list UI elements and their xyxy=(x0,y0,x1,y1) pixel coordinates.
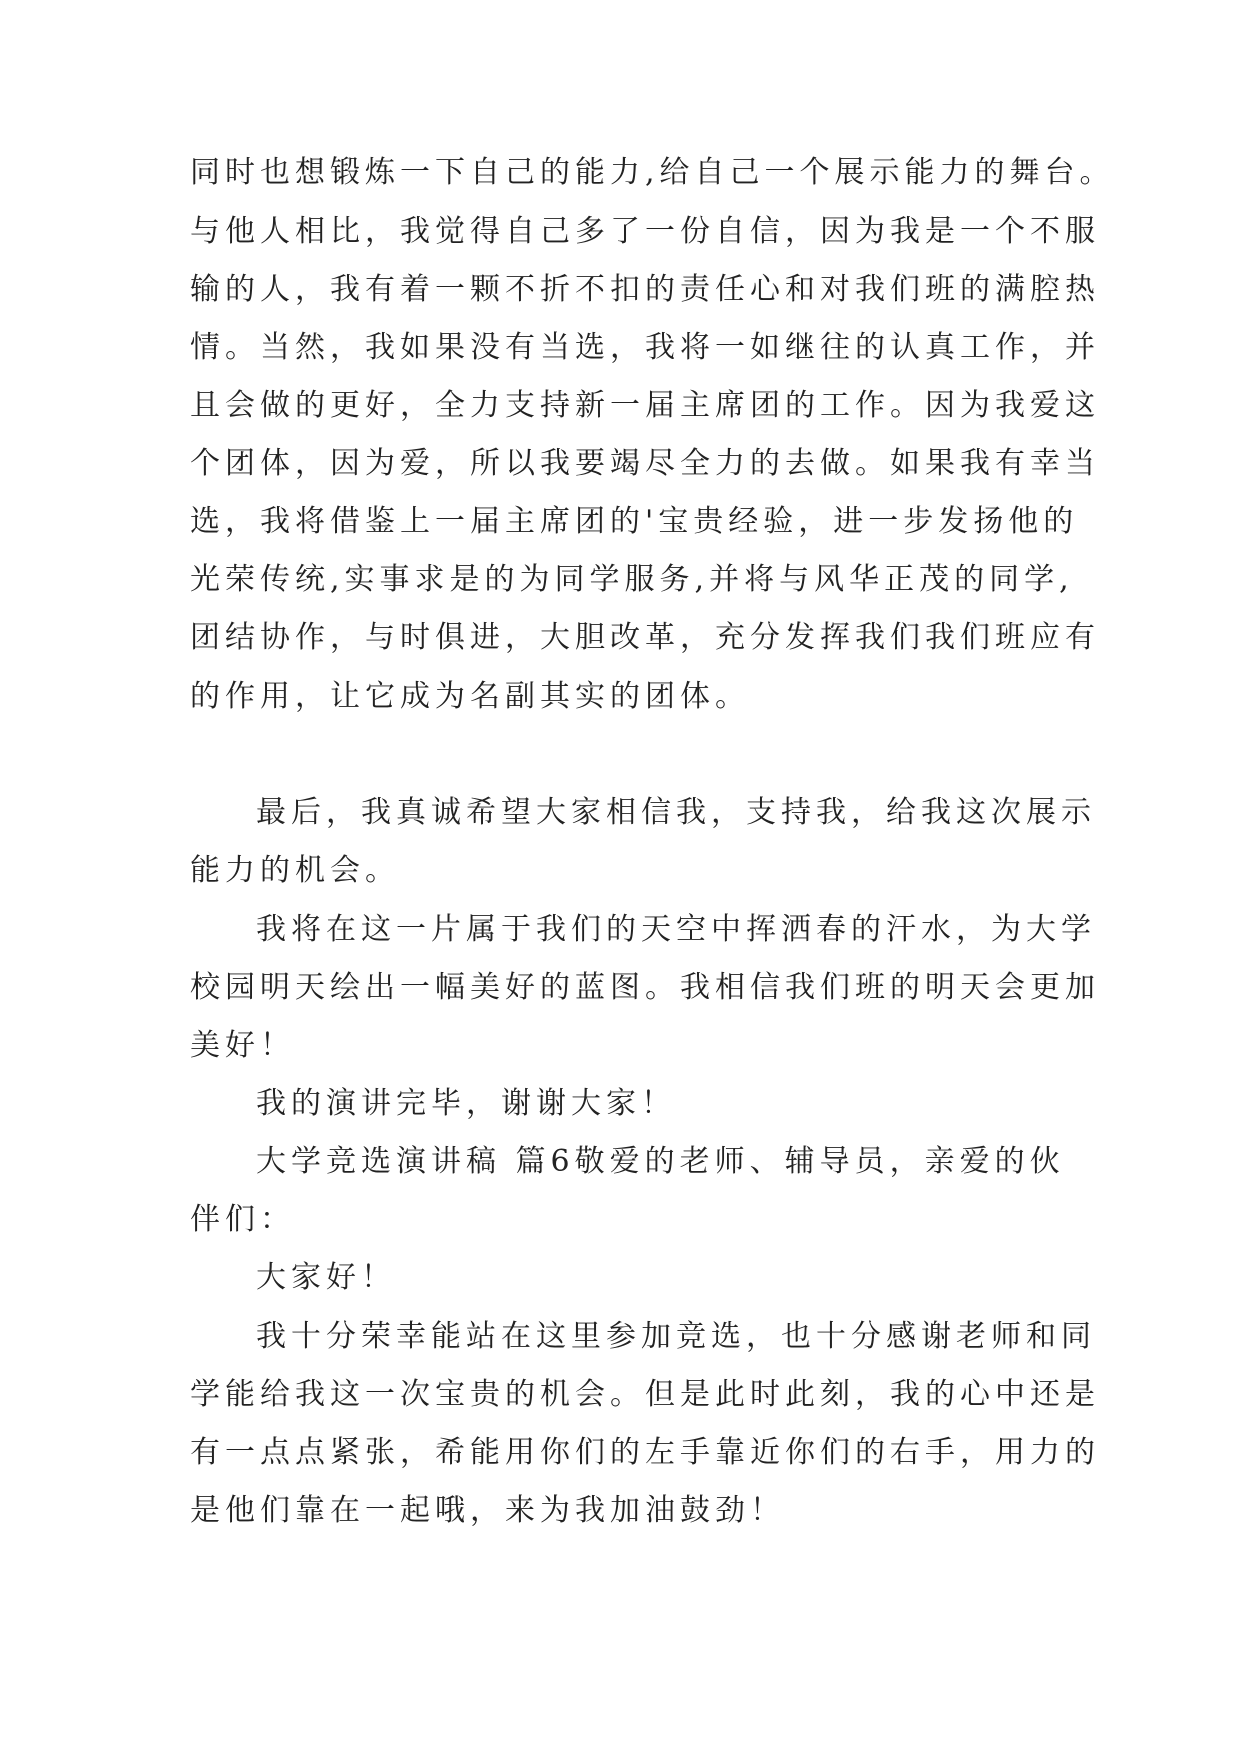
text-line: 我的演讲完毕，谢谢大家！ xyxy=(256,1086,676,1121)
text-line: 美好！ xyxy=(190,1028,295,1063)
text-line: 大学竞选演讲稿 篇6敬爱的老师、辅导员，亲爱的伙 xyxy=(256,1144,1065,1179)
text-line: 个团体，因为爱，所以我要竭尽全力的去做。如果我有幸当 xyxy=(190,446,1100,481)
text-line: 情。当然，我如果没有当选，我将一如继往的认真工作，并 xyxy=(190,330,1100,365)
text-line: 校园明天绘出一幅美好的蓝图。我相信我们班的明天会更加 xyxy=(190,970,1100,1005)
text-line: 有一点点紧张，希能用你们的左手靠近你们的右手，用力的 xyxy=(190,1435,1100,1470)
text-line: 团结协作，与时俱进，大胆改革，充分发挥我们我们班应有 xyxy=(190,620,1100,655)
text-line: 我将在这一片属于我们的天空中挥洒春的汗水，为大学 xyxy=(256,912,1096,947)
text-line: 伴们： xyxy=(190,1202,295,1237)
text-line: 我十分荣幸能站在这里参加竞选，也十分感谢老师和同 xyxy=(256,1319,1096,1354)
text-line: 学能给我这一次宝贵的机会。但是此时此刻，我的心中还是 xyxy=(190,1377,1100,1412)
text-line: 是他们靠在一起哦，来为我加油鼓劲！ xyxy=(190,1493,785,1528)
text-line: 且会做的更好，全力支持新一届主席团的工作。因为我爱这 xyxy=(190,388,1100,423)
text-line: 的作用，让它成为名副其实的团体。 xyxy=(190,679,750,714)
text-line: 光荣传统,实事求是的为同学服务,并将与风华正茂的同学, xyxy=(190,562,1074,597)
text-line: 与他人相比，我觉得自己多了一份自信，因为我是一个不服 xyxy=(190,214,1100,249)
text-line: 最后，我真诚希望大家相信我，支持我，给我这次展示 xyxy=(256,795,1096,830)
text-line: 能力的机会。 xyxy=(190,853,400,888)
text-line: 输的人，我有着一颗不折不扣的责任心和对我们班的满腔热 xyxy=(190,272,1100,307)
text-line: 大家好！ xyxy=(256,1260,396,1295)
text-line: 同时也想锻炼一下自己的能力,给自己一个展示能力的舞台。 xyxy=(190,155,1115,190)
text-line: 选，我将借鉴上一届主席团的'宝贵经验，进一步发扬他的 xyxy=(190,504,1079,539)
